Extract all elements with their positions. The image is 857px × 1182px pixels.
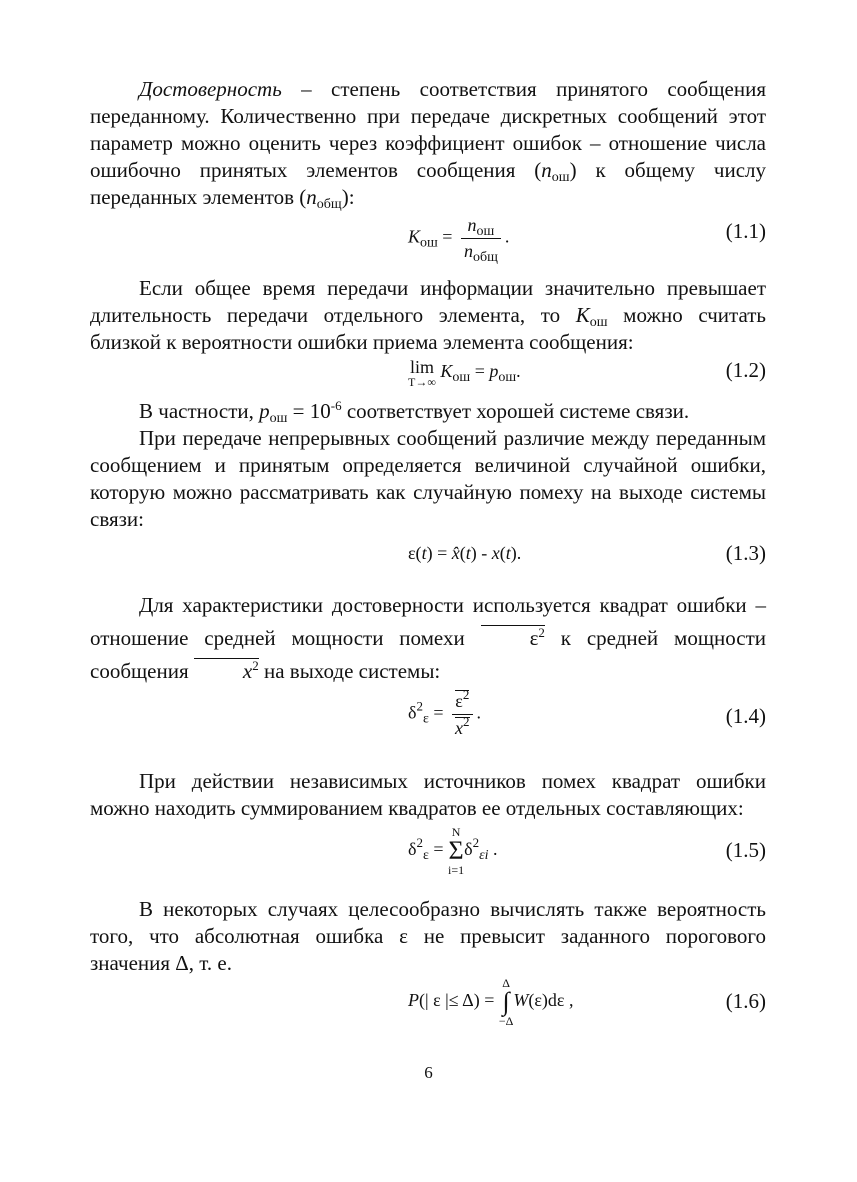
paragraph-example-probability: В частности, $p_{ош} = 10^{-6}$ соответствует хорошей системе связи. <box>139 398 690 426</box>
fraction: $\frac{\varepsilon^2}{x^2}$ <box>452 690 473 739</box>
equation-number: (1.1) <box>725 219 766 243</box>
equation-number: (1.3) <box>725 541 766 565</box>
page-number: 6 <box>424 1063 433 1082</box>
equation-1-1: $K_{ош}$ = $\frac{n_{ош}}{n_{общ}}$ . (1.1) <box>408 215 766 265</box>
equation-1-3: ε(t) = x̂(t) - x(t). (1.3) <box>408 541 766 565</box>
equation-1-4: $\delta^2_\varepsilon$ = $\frac{\varepsilon^2}{x^2}$ . (1.4) <box>408 687 766 738</box>
equation-1-5: $\delta^2_\varepsilon$ = N Σ i=1 $\delta^2_{\varepsilon i}$ . (1.5) <box>408 825 766 877</box>
equation-number: (1.6) <box>725 989 766 1013</box>
paragraph-squared-error: Для характеристики достоверности используется квадрат ошибки – отношение средней мощности помехи $\varepsilon^2$ к средней мощности сообщения $x^2$ на выходе системы: <box>90 593 766 683</box>
paragraph-reliability-definition: Достоверность – степень соответствия принятого сообщения переданному. Количественно при передаче дискретных сообщений этот параметр можно оценить через коэффициент ошибок – отношение числа ошибочно принятых элементов сообщения $(n_{ош})$ к общему числу переданных элементов $(n_{общ})$: <box>90 77 767 212</box>
paragraph-threshold-probability: В некоторых случаях целесообразно вычислять также вероятность того, что абсолютная ошибка ε не превысит заданного порогового значения Δ, т. е. <box>90 897 766 975</box>
paragraph-error-rate: Если общее время передачи информации значительно превышает длительность передачи отдельного элемента, то $K_{ош}$ можно считать близкой к вероятности ошибки приема элемента сообщения: <box>90 276 766 354</box>
equation-1-2: lim T→∞ $K_{ош} = p_{ош}$. (1.2) <box>408 357 766 389</box>
equation-number: (1.5) <box>725 838 766 862</box>
equation-number: (1.2) <box>725 358 766 382</box>
document-page <box>90 76 766 1037</box>
equation-1-6: P(| ε |≤ Δ) = Δ ∫ −Δ W(ε)dε , (1.6) <box>408 976 766 1028</box>
fraction: $\frac{n_{ош}}{n_{общ}}$ <box>461 215 501 262</box>
equation-number: (1.4) <box>725 704 766 728</box>
paragraph-independent-sources: При действии независимых источников помех квадрат ошибки можно находить суммированием квадратов ее отдельных составляющих: <box>90 769 766 820</box>
term-reliability: Достоверность <box>139 77 282 101</box>
paragraph-continuous-messages: При передаче непрерывных сообщений различие между переданным сообщением и принятым определяется величиной случайной ошибки, которую можно рассматривать как случайную помеху на выходе системы связи: <box>90 426 766 531</box>
